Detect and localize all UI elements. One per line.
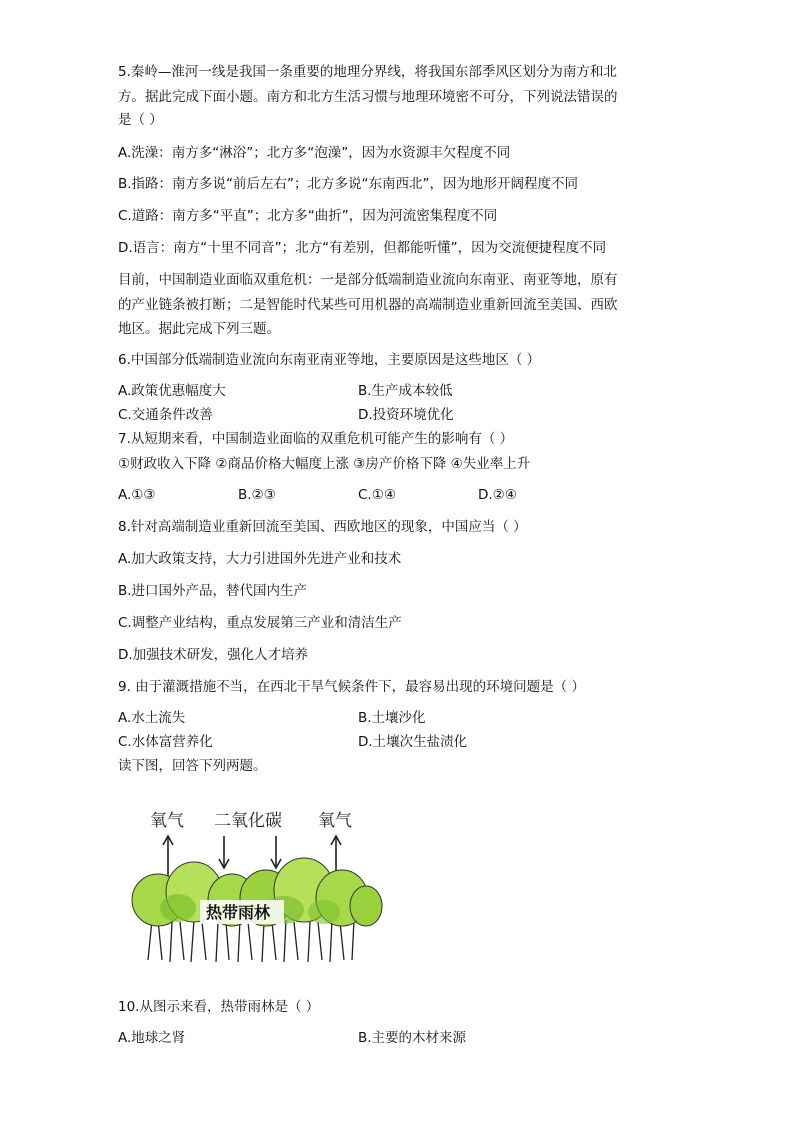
q5-stem-line-3: 是（ ）: [118, 112, 163, 128]
forest-label: 热带雨林: [206, 903, 271, 922]
q7-stem: 7.从短期来看，中国制造业面临的双重危机可能产生的影响有（ ）: [118, 431, 514, 447]
intro-6-8-line-2: 的产业链条被打断；二是智能时代某些可用机器的高端制造业重新回流至美国、西欧: [118, 297, 618, 313]
q5-stem-line-1: 5.秦岭—淮河一线是我国一条重要的地理分界线，将我国东部季风区划分为南方和北: [118, 64, 617, 80]
q8-option-d: D.加强技术研发，强化人才培养: [118, 647, 309, 663]
label-oxygen-left: 氧气: [150, 811, 184, 831]
q9-option-b: B.土壤沙化: [358, 710, 426, 726]
q8-option-c: C.调整产业结构，重点发展第三产业和清洁生产: [118, 615, 402, 631]
q7-option-a: A.①③: [118, 487, 156, 503]
label-oxygen-right: 氧气: [318, 811, 352, 831]
q10-option-b: B.主要的木材来源: [358, 1030, 467, 1046]
q6-option-b: B.生产成本较低: [358, 383, 453, 399]
q10-option-a: A.地球之肾: [118, 1030, 186, 1046]
q8-option-b: B.进口国外产品，替代国内生产: [118, 583, 308, 599]
q10-stem: 10.从图示来看，热带雨林是（ ）: [118, 999, 320, 1015]
label-carbon-dioxide: 二氧化碳: [214, 811, 282, 831]
arrow-up-left: [163, 836, 173, 878]
q5-option-c: C.道路：南方多“平直”；北方多“曲折”，因为河流密集程度不同: [118, 208, 498, 224]
q7-items: ①财政收入下降 ②商品价格大幅度上涨 ③房产价格下降 ④失业率上升: [118, 456, 531, 472]
intro-6-8-line-1: 目前，中国制造业面临双重危机：一是部分低端制造业流向东南亚、南亚等地，原有: [118, 272, 618, 288]
q7-option-c: C.①④: [358, 487, 396, 503]
q5-stem-line-2: 方。据此完成下面小题。南方和北方生活习惯与地理环境密不可分，下列说法错误的: [118, 89, 618, 105]
arrow-down-center-left: [219, 836, 229, 868]
intro-10: 读下图，回答下列两题。: [118, 758, 267, 774]
q9-option-a: A.水土流失: [118, 710, 186, 726]
q8-stem: 8.针对高端制造业重新回流至美国、西欧地区的现象，中国应当（ ）: [118, 519, 527, 535]
q7-option-b: B.②③: [238, 487, 276, 503]
arrow-down-center-right: [271, 836, 281, 868]
q8-option-a: A.加大政策支持，大力引进国外先进产业和技术: [118, 551, 402, 567]
q6-stem: 6.中国部分低端制造业流向东南亚南亚等地，主要原因是这些地区（ ）: [118, 352, 541, 368]
tree-trunks: [148, 920, 354, 962]
q5-option-a: A.洗澡：南方多“淋浴”；北方多“泡澡”，因为水资源丰欠程度不同: [118, 145, 511, 161]
intro-6-8-line-3: 地区。据此完成下列三题。: [118, 321, 280, 337]
q5-option-b: B.指路：南方多说“前后左右”；北方多说“东南西北”，因为地形开阔程度不同: [118, 176, 579, 192]
q6-option-d: D.投资环境优化: [358, 407, 454, 423]
q5-option-d: D.语言：南方“十里不同音”；北方“有差别，但都能听懂”，因为交流便捷程度不同: [118, 240, 607, 256]
q7-option-d: D.②④: [478, 487, 517, 503]
q9-option-d: D.土壤次生盐渍化: [358, 734, 468, 750]
q9-stem: 9. 由于灌溉措施不当，在西北干旱气候条件下，最容易出现的环境问题是（ ）: [118, 679, 585, 695]
rainforest-figure: [128, 800, 384, 965]
q6-option-a: A.政策优惠幅度大: [118, 383, 226, 399]
q6-option-c: C.交通条件改善: [118, 407, 213, 423]
q9-option-c: C.水体富营养化: [118, 734, 213, 750]
